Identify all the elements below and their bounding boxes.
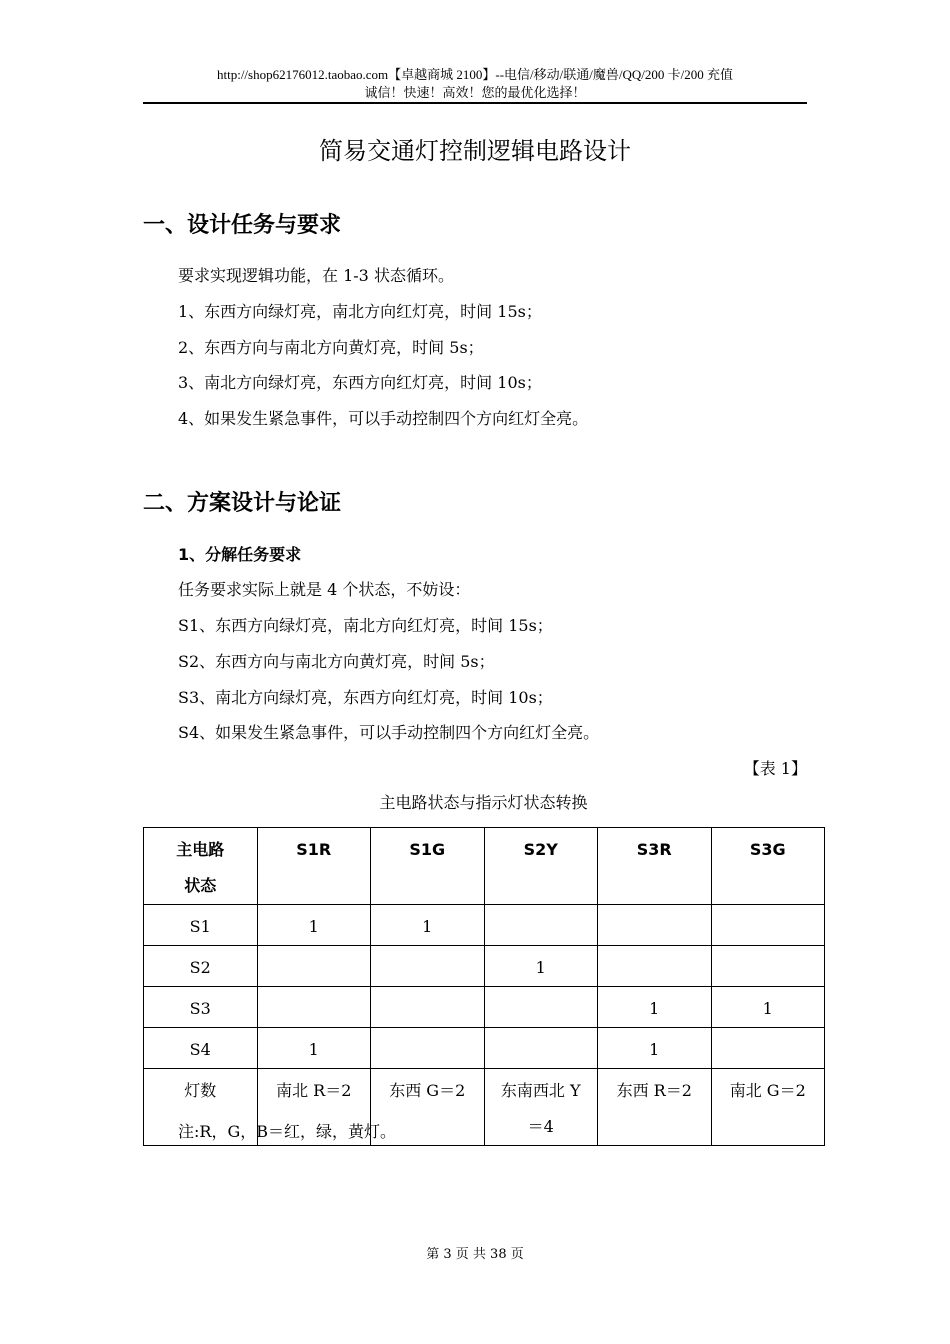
- table-caption: 主电路状态与指示灯状态转换: [379, 793, 588, 812]
- section1-heading: 一、设计任务与要求: [143, 213, 342, 238]
- table-cell: 南北 R＝2: [257, 1069, 371, 1146]
- table-cell: [484, 905, 598, 946]
- section1-paragraph: 要求实现逻辑功能，在 1-3 状态循环。: [178, 266, 454, 285]
- table-cell: [371, 987, 485, 1028]
- document-title: 简易交通灯控制逻辑电路设计: [319, 137, 631, 165]
- section2-heading: 二、方案设计与论证: [143, 491, 342, 516]
- state-table: [143, 827, 825, 1146]
- table-header-cell: 主电路 状态: [144, 828, 258, 905]
- table-cell: [711, 946, 825, 987]
- table-cell: [257, 987, 371, 1028]
- table-cell: S3: [144, 987, 258, 1028]
- section2-item: S1、东西方向绿灯亮，南北方向红灯亮，时间 15s；: [178, 616, 553, 635]
- table-cell: [371, 946, 485, 987]
- table-cell: [711, 1028, 825, 1069]
- table-cell: 1: [598, 1028, 712, 1069]
- table-cell: S2: [144, 946, 258, 987]
- section2-item: S3、南北方向绿灯亮，东西方向红灯亮，时间 10s；: [178, 688, 553, 707]
- table-cell: 灯数: [144, 1069, 258, 1146]
- table-cell: [598, 905, 712, 946]
- table-row: [144, 1028, 825, 1069]
- section2-item: S4、如果发生紧急事件，可以手动控制四个方向红灯全亮。: [178, 723, 600, 742]
- section2-item: S2、东西方向与南北方向黄灯亮，时间 5s；: [178, 652, 495, 671]
- section1-item: 2、东西方向与南北方向黄灯亮，时间 5s；: [178, 338, 484, 357]
- table-cell: 1: [257, 1028, 371, 1069]
- table-reference: 【表 1】: [743, 759, 807, 778]
- table-cell: [711, 905, 825, 946]
- table-cell: 1: [711, 987, 825, 1028]
- table-header-cell: S3G: [711, 828, 825, 905]
- table-cell: 南北 G＝2: [711, 1069, 825, 1146]
- table-cell: [484, 987, 598, 1028]
- table-cell: 1: [371, 905, 485, 946]
- table-cell: 东西 G＝2: [371, 1069, 485, 1146]
- page-header: [143, 66, 807, 102]
- section1-item: 4、如果发生紧急事件，可以手动控制四个方向红灯全亮。: [178, 409, 589, 428]
- page-footer: 第 3 页 共 38 页: [426, 1247, 524, 1262]
- table-header-cell: S1G: [371, 828, 485, 905]
- table-header-cell: S2Y: [484, 828, 598, 905]
- section2-subheading: 1、分解任务要求: [178, 545, 302, 564]
- table-note: 注:R，G，B＝红，绿，黄灯。: [178, 1122, 396, 1141]
- section2-paragraph: 任务要求实际上就是 4 个状态，不妨设：: [178, 580, 471, 599]
- table-cell: [371, 1028, 485, 1069]
- table-header-row: [144, 828, 825, 905]
- table-cell: 东西 R＝2: [598, 1069, 712, 1146]
- table-cell: S1: [144, 905, 258, 946]
- header-slogan-line: 诚信！快速！高效！您的最优化选择！: [364, 85, 586, 100]
- header-divider: [143, 102, 807, 104]
- header-shop-line: http://shop62176012.taobao.com【卓越商城 2100】--电信/移动/联通/魔兽/QQ/200 卡/200 充值: [216, 67, 733, 82]
- table-row: [144, 905, 825, 946]
- table-header-cell: S1R: [257, 828, 371, 905]
- table-cell: 1: [484, 946, 598, 987]
- table-row: [144, 946, 825, 987]
- section1-item: 3、南北方向绿灯亮，东西方向红灯亮，时间 10s；: [178, 373, 542, 392]
- table-row: [144, 987, 825, 1028]
- table-cell: 1: [598, 987, 712, 1028]
- table-cell: [598, 946, 712, 987]
- table-cell: 1: [257, 905, 371, 946]
- section1-item: 1、东西方向绿灯亮，南北方向红灯亮，时间 15s；: [178, 302, 542, 321]
- table-cell: [257, 946, 371, 987]
- table-header-cell: S3R: [598, 828, 712, 905]
- table-cell: [484, 1028, 598, 1069]
- table-cell: 东南西北 Y ＝4: [484, 1069, 598, 1146]
- table-cell: S4: [144, 1028, 258, 1069]
